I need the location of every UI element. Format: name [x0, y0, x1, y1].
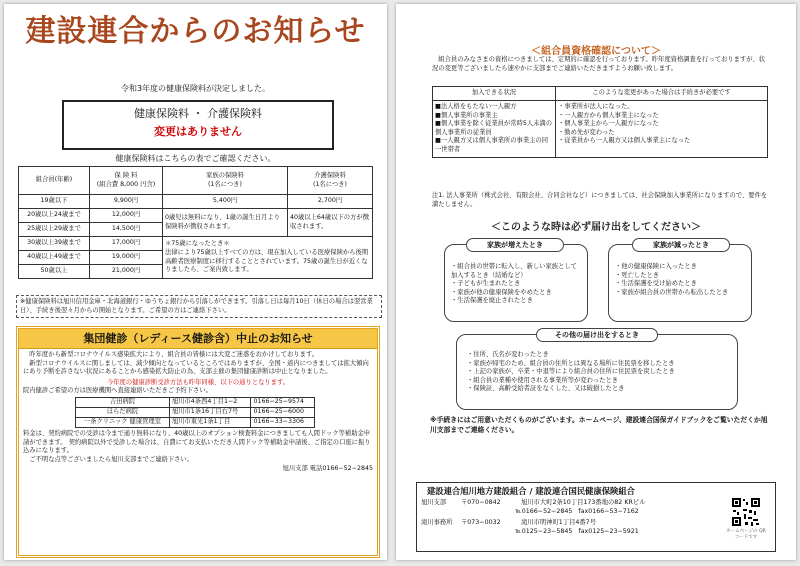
hospital-address: 旭川市1条16丁目右7号 — [169, 407, 251, 417]
list-item: ・ 上記の家族が、卒業・中退等により組合員の住所に住民票を戻したとき — [467, 368, 731, 377]
bank-note: ※健康保険料は旭川信用金庫・北海道銀行・ゆうちょ銀行から引落しができます。引落し日は毎月10日（休日の場合は翌営業日）、手続き後翌々月からの開始となります。ご希望の方はご連絡下さい。 — [16, 295, 382, 318]
hospital-phone: 0166−25−9574 — [251, 397, 315, 407]
notice-line1: 健康保険料 ・ 介護保険料 — [134, 107, 262, 120]
subtitle: 令和3年度の健康保険料が決定しました。 — [120, 84, 271, 93]
list-item: ・ 家族が他の健康保険をやめたとき — [451, 289, 583, 298]
list-item: ・ 他の健康保険に入ったとき — [615, 263, 747, 272]
family-decrease-title: 家族が減ったとき — [632, 238, 730, 252]
family-fee-cell: 5,400円 — [163, 195, 288, 209]
fax: fax0125−23−5921 — [578, 527, 639, 535]
membership-table — [432, 86, 768, 158]
col-header-fee: 保 険 料 (組合費 8,000 円含) — [90, 167, 163, 195]
zip-code: 〒073−0032 — [461, 519, 501, 527]
org-name: 建設連合旭川地方建設組合 / 建設連合国民健康保険組合 — [427, 486, 635, 496]
col-header-join: 加入できる状況 — [433, 87, 556, 101]
checkup-red-note: 今年度の健康診断受診方法も昨年同様、以下の通りとなります。 — [106, 378, 290, 386]
family-note-cell: 0歳児は無料になり、1歳の誕生日月より保険料が徴収されます。 — [163, 209, 288, 237]
list-item: ・ 家族が組合員の世帯から転出したとき — [615, 289, 747, 298]
fee-cell: 17,000円 — [90, 237, 163, 251]
age-cell: 50歳以上 — [19, 265, 90, 279]
hospital-phone: 0166−33−3306 — [251, 417, 315, 427]
left-page — [4, 4, 387, 560]
care-note-cell: 40歳以上64歳以下の方が徴収されます。 — [288, 209, 373, 237]
hospital-name: 一条クリニック 健康管理室 — [76, 417, 170, 427]
insurance-fee-table — [18, 166, 373, 279]
checkup-intro: 院内健診ご希望の方は医療機関へ直接連絡いただきご予約下さい。 — [23, 387, 212, 395]
join-item: ■個人事業所の事業主 — [435, 111, 498, 119]
family-increase-title: 家族が増えたとき — [466, 238, 564, 252]
fee-cell: 21,000円 — [90, 265, 163, 279]
contact-footer — [416, 482, 776, 552]
age-cell: 40歳以上49歳まで — [19, 251, 90, 265]
list-item: ・ 家族が帰宅のため、組合員の住所とは異なる場所に住民票を移したとき — [467, 360, 731, 369]
age-cell: 25歳以上29歳まで — [19, 223, 90, 237]
right-page — [396, 4, 796, 560]
family-increase-box — [444, 244, 588, 322]
address: 滝川市明神町1丁目4番7号 — [521, 519, 596, 527]
phone: ℡0166−52−2845 — [515, 507, 573, 515]
branch-name: 旭川支部 — [421, 499, 447, 506]
branch-contact: 旭川支部 電話0166−52−2845 — [282, 465, 373, 473]
checkup-title-bar — [19, 329, 377, 349]
checkup-paragraph: 新型コロナウイルスに関しましては、減少傾向となっているところではありますが、全国・道内につきましては拡大傾向にあり予断を許さない状況にあることから感染拡大防止の為、支部主催の集団健康診断は中止となりました。 — [23, 359, 369, 376]
hospital-name: 吉田病院 — [76, 397, 170, 407]
family-decrease-box — [608, 244, 752, 322]
fee-cell: 14,500円 — [90, 223, 163, 237]
checkup-paragraph: ご不明な点等ございましたら旭川支部までご連絡下さい。 — [29, 455, 194, 463]
notice-line2: 変更はありません — [154, 125, 242, 138]
change-item: ・従業員から一人親方又は個人事業主になった — [558, 137, 691, 145]
list-item: ・ 死亡したとき — [615, 272, 747, 281]
page-title: 建設連合からのお知らせ — [25, 14, 366, 49]
checkup-paragraph: 料金は、契約病院での受診は今まで通り無料になり、40歳以上のオプション検査料金につきましても人間ドック等補助金申請ができます。 契約病院以外で受診した場合は、自費にてお支払いただき人間ドック等補助金申請後、ご指定の口座に振り込みになります。 — [23, 429, 371, 455]
age-cell: 19歳以下 — [19, 195, 90, 209]
change-item: ・事業所が法人になった。 — [558, 103, 634, 110]
change-item: ・一人親方から個人事業主になった — [558, 111, 659, 119]
col-header-care: 介護保険料 (1名につき) — [288, 167, 373, 195]
checkup-paragraph: 昨年度から新型コロナウイルス感染拡大により、組合員の皆様には大変ご迷惑をおかけしております。 — [29, 351, 319, 358]
list-item: ・ 住所、氏名が変わったとき — [467, 351, 731, 360]
hospital-phone: 0166−25−6000 — [251, 407, 315, 417]
fax: fax0166−53−7162 — [578, 507, 639, 515]
qr-caption: ホームページの QRコードです — [726, 529, 766, 540]
change-item: ・個人事業主から一人親方になった — [558, 120, 659, 128]
list-item: ・ 生活保護を受け始めたとき — [615, 280, 747, 289]
hospital-name: ほらだ病院 — [76, 407, 170, 417]
list-item: ・ 組合員の世帯に転入し、新しい家族として加入するとき（結婚など） — [451, 263, 583, 280]
table-caption: 健康保険料はこちらの表でご確認ください。 — [115, 154, 276, 163]
change-item: ・勤め先が変わった — [558, 128, 615, 136]
list-item: ・ 組合員の業種や使用される事業所等が変わったとき — [467, 377, 731, 386]
age-cell: 30歳以上39歳まで — [19, 237, 90, 251]
fee-cell: 9,900円 — [90, 195, 163, 209]
age-cell: 20歳以上24歳まで — [19, 209, 90, 223]
fee-cell: 12,000円 — [90, 209, 163, 223]
care-fee-cell: 2,700円 — [288, 195, 373, 209]
address: 旭川市大町2条10丁目173番地の82 KRビル — [521, 499, 646, 506]
hospital-address: 旭川市4条西4丁目1−2 — [169, 397, 251, 407]
list-item: ・ 保険証、高齢受給者証をなくした、又は破損したとき — [467, 385, 731, 394]
checkup-notice-box — [16, 326, 380, 558]
branch-name: 滝川事務所 — [421, 519, 453, 527]
fee-cell: 19,000円 — [90, 251, 163, 265]
zip-code: 〒070−0842 — [461, 499, 501, 506]
corporation-note: 注1. 法人事業所（株式会社、有限会社、合同会社など）につきましては、社会保険加入事業所になりますので、要件を満たしません。 — [432, 192, 768, 208]
hospital-table — [75, 397, 315, 428]
membership-title: ＜組合員資格確認について＞ — [531, 46, 661, 57]
submit-title: ＜このような時は必ず届け出をしてください＞ — [491, 222, 701, 233]
list-item: ・ 子どもが生まれたとき — [451, 280, 583, 289]
notice-box — [62, 100, 334, 150]
qr-code-icon[interactable] — [731, 497, 761, 527]
col-header-change: このような変更があった場合は手続きが必要です — [556, 87, 768, 101]
procedure-note: ※手続きにはご用意いただくものがございます。ホームページ、建設連合国保ガイドブックをご覧いただくか旭川支部までご連絡ください。 — [430, 416, 768, 434]
membership-intro: 組合員のみなさまの資格につきましては、定期的に確認を行っております。昨年度資格調査を行っておりますが、状況の変更等ございましたら速やかに支部までご連絡いただきますようお願い致します。 — [432, 56, 766, 72]
other-filing-title: その他の届け出をするとき — [536, 328, 658, 342]
join-item: ■個人事業を除く従業員が常時5人未満の個人事業所の従業員 — [435, 120, 553, 136]
phone: ℡0125−23−5845 — [515, 527, 573, 535]
col-header-family: 家族の保険料 (1名につき) — [163, 167, 288, 195]
join-item: ■法人格をもたない一人親方 — [435, 103, 517, 110]
other-filing-box — [456, 334, 738, 410]
col-header-age: 組合員(年齢) — [19, 167, 90, 195]
join-item: ■一人親方又は個人事業所の事業主の同一世帯者 — [435, 137, 548, 153]
checkup-title: 集団健診（レディース健診含）中止のお知らせ — [83, 332, 313, 345]
list-item: ・ 生活保護を廃止されたとき — [451, 297, 583, 306]
age75-note-cell: ＊75歳になったとき＊ 法律により75歳以上すべての方は、現在加入している医療保険から後期高齢者医療制度に移行することとされています。75歳の誕生日が近くなりましたら、ご案内致します。 — [163, 237, 373, 279]
hospital-address: 旭川市東光1条1丁目 — [169, 417, 251, 427]
